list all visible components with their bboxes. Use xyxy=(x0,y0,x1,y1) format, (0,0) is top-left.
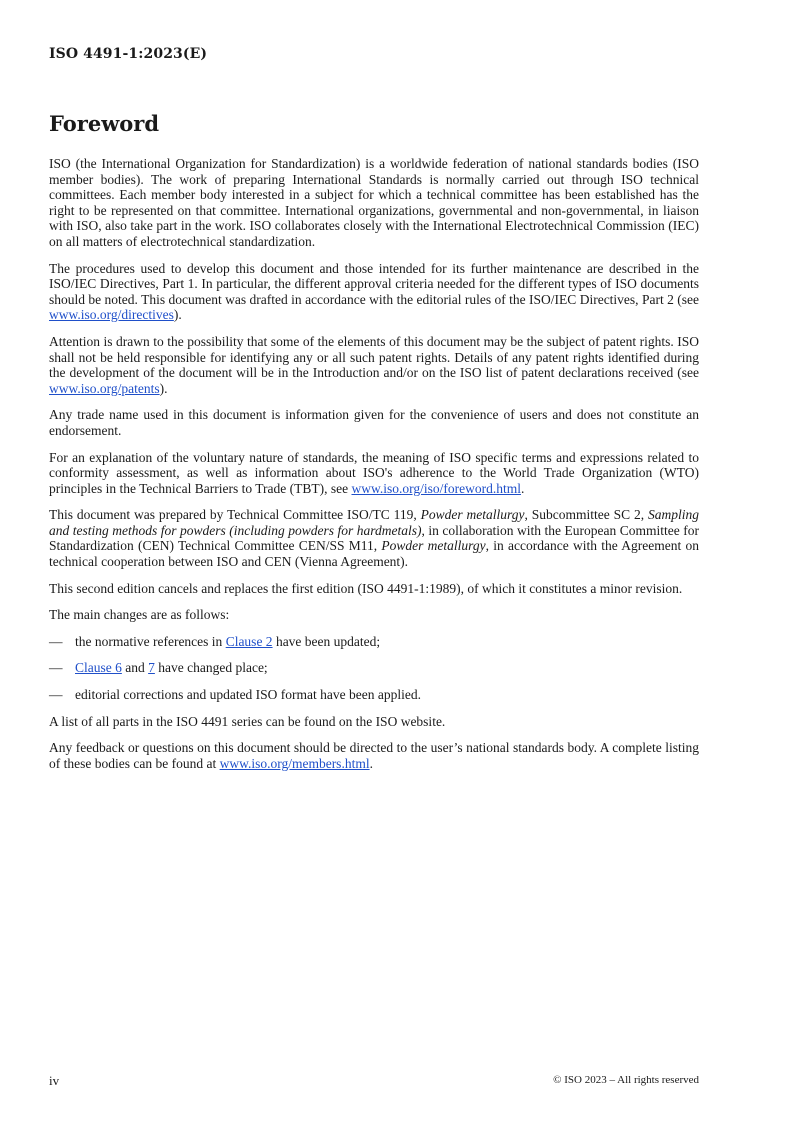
paragraph-text: This document was prepared by Technical Committee ISO/TC 119, xyxy=(49,507,421,523)
subcommittee-title: Sampling and testing methods for powders (including powders for hardmetals) xyxy=(49,507,699,538)
paragraph-patents xyxy=(49,334,699,396)
paragraph-series: A list of all parts in the ISO 4491 series can be found on the ISO website. xyxy=(49,713,446,729)
list-item-text xyxy=(75,634,380,650)
list-text: and xyxy=(121,660,149,676)
foreword-body xyxy=(49,156,699,782)
paragraph-end: . xyxy=(520,480,525,496)
clause-7-link[interactable]: 7 xyxy=(148,660,155,676)
paragraph-text: , in accordance with the Agreement on technical cooperation between ISO and CEN (Vienna Agreement). xyxy=(49,538,700,570)
paragraph-text: , Subcommittee SC 2, xyxy=(524,507,648,523)
committee-title: Powder metallurgy xyxy=(420,507,525,523)
copyright-notice: © ISO 2023 – All rights reserved xyxy=(553,1074,699,1086)
dash-marker: — xyxy=(49,633,63,649)
list-item-text: editorial corrections and updated ISO format have been applied. xyxy=(75,687,421,703)
list-text: the normative references in xyxy=(75,633,226,649)
page-title: Foreword xyxy=(49,111,160,136)
list-text: have changed place; xyxy=(154,660,268,676)
paragraph-procedures xyxy=(49,261,699,323)
paragraph-end: . xyxy=(369,755,373,771)
paragraph-committee xyxy=(49,507,699,569)
paragraph-feedback xyxy=(49,740,699,771)
dash-marker: — xyxy=(49,687,63,703)
paragraph-edition: This second edition cancels and replaces the first edition (ISO 4491-1:1989), of which it constitutes a minor revision. xyxy=(49,580,683,596)
list-text: have been updated; xyxy=(272,633,381,649)
paragraph-end: ). xyxy=(159,380,168,396)
members-link[interactable]: www.iso.org/members.html xyxy=(219,755,370,771)
dash-marker: — xyxy=(49,660,63,676)
clause-2-link[interactable]: Clause 2 xyxy=(225,633,273,649)
paragraph-iso-intro: ISO (the International Organization for Standardization) is a worldwide federation of national standards bodies (ISO member bodies). The work of preparing International Standards is normally carried out through ISO technical committees. Each member body interested in a subject for which a technical committee has been established has the right to be represented on that committee. International organizations, governmental and non-governmental, in liaison with ISO, also take part in the work. ISO collaborates closely with the International Electrotechnical Commission (IEC) on all matters of electrotechnical standardization. xyxy=(49,156,699,249)
paragraph-text: , in collaboration with the European Committee for Standardization (CEN) Technical Committee CEN/SS M11, xyxy=(49,522,699,554)
page-number: iv xyxy=(49,1073,60,1088)
paragraph-text: The procedures used to develop this document and those intended for its further maintenance are described in the ISO/IEC Directives, Part 1. In particular, the different approval criteria needed for the different types of ISO documents should be noted. This document was drafted in accordance with the editorial rules of the ISO/IEC Directives, Part 2 (see xyxy=(49,260,699,307)
paragraph-text: For an explanation of the voluntary nature of standards, the meaning of ISO specific terms and expressions related to conformity assessment, as well as information about ISO's adherence to the World Trade Organization (WTO) principles in the Technical Barriers to Trade (TBT), see xyxy=(49,449,699,496)
list-item xyxy=(49,634,699,650)
patents-link[interactable]: www.iso.org/patents xyxy=(49,380,160,396)
list-item-text xyxy=(75,660,268,676)
foreword-info-link[interactable]: www.iso.org/iso/foreword.html xyxy=(351,480,521,496)
paragraph-end: ). xyxy=(173,307,182,323)
paragraph-trade-name: Any trade name used in this document is information given for the convenience of users and does not constitute an endorsement. xyxy=(49,407,699,438)
paragraph-voluntary-nature xyxy=(49,450,699,497)
clause-6-link[interactable]: Clause 6 xyxy=(75,660,122,676)
list-item xyxy=(49,660,699,676)
paragraph-changes-intro: The main changes are as follows: xyxy=(49,607,230,623)
paragraph-text: Attention is drawn to the possibility that some of the elements of this document may be the subject of patent rights. ISO shall not be held responsible for identifying any or all such patent rights. Details of any patent rights identified during the development of the document will be in the Introduction and/or on the ISO list of patent declarations received (see xyxy=(49,333,699,381)
document-id: ISO 4491-1:2023(E) xyxy=(49,46,208,62)
directives-link[interactable]: www.iso.org/directives xyxy=(49,307,174,323)
list-item xyxy=(49,687,699,703)
paragraph-text: Any feedback or questions on this document should be directed to the user’s national standards body. A complete listing of these bodies can be found at xyxy=(49,740,699,771)
cen-committee-title: Powder metallurgy xyxy=(381,538,486,554)
